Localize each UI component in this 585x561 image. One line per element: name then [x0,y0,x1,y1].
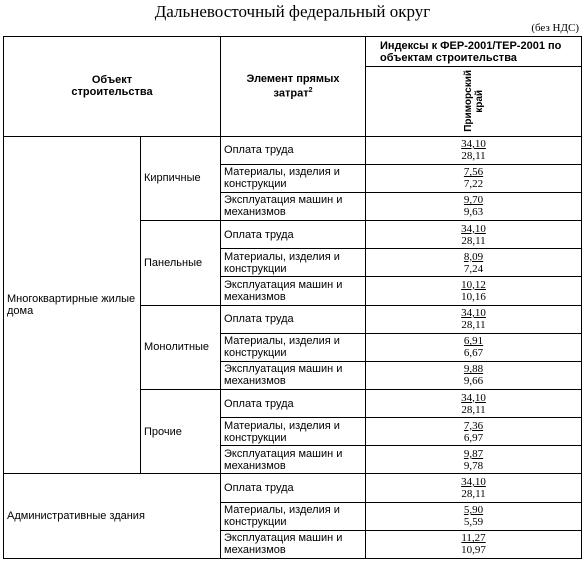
index-value-current: 34,10 [461,391,486,404]
element-cell: Оплата труда [221,474,366,502]
index-value-previous: 9,78 [463,459,484,472]
element-cell: Оплата труда [221,136,366,164]
index-value-cell [366,333,582,361]
element-cell: Оплата труда [221,389,366,417]
table-row [4,474,582,502]
index-value-cell [366,192,582,220]
type-cell: Прочие [141,389,221,473]
header-object-line2: строительства [71,86,153,99]
index-value-cell [366,361,582,389]
page-title: Дальневосточный федеральный округ [154,2,431,21]
index-value-current: 7,56 [463,166,484,179]
index-value-cell [366,277,582,305]
index-value-cell [366,446,582,474]
object-cell: Многоквартирные жилые дома [4,136,141,474]
header-object-line1: Объект [91,74,133,87]
index-value-cell [366,164,582,192]
index-value-previous: 10,97 [461,544,486,557]
header-element [221,37,366,137]
table-row [4,136,582,164]
index-value-previous: 28,11 [461,150,486,163]
element-cell: Материалы, изделия и конструкции [221,418,366,446]
index-value-cell [366,221,582,249]
index-value-previous: 9,66 [463,375,484,388]
index-value-current: 34,10 [461,138,486,151]
index-value-previous: 28,11 [461,319,486,332]
index-value-current: 6,91 [463,335,484,348]
index-value-current: 8,09 [463,250,484,263]
type-cell: Панельные [141,221,221,305]
vat-note: (без НДС) [531,22,579,34]
index-value-previous: 28,11 [461,488,486,501]
header-indices: Индексы к ФЕР-2001/ТЕР-2001 по объектам строительства [366,37,582,67]
header-element-line2: затрат [273,87,309,100]
element-cell: Оплата труда [221,305,366,333]
index-value-current: 9,87 [463,447,484,460]
index-value-current: 34,10 [461,476,486,489]
index-value-current: 10,12 [461,278,486,291]
header-region [366,67,582,136]
type-cell: Кирпичные [141,136,221,220]
element-cell: Эксплуатация машин и механизмов [221,446,366,474]
element-cell: Эксплуатация машин и механизмов [221,277,366,305]
element-cell: Материалы, изделия и конструкции [221,249,366,277]
index-table [3,36,582,559]
element-cell: Материалы, изделия и конструкции [221,502,366,530]
index-value-previous: 10,16 [461,290,486,303]
region-label: Приморский край [462,70,485,133]
index-value-previous: 9,63 [463,206,484,219]
header-object [4,37,221,137]
index-value-cell [366,136,582,164]
index-value-previous: 7,24 [463,262,484,275]
index-value-previous: 28,11 [461,234,486,247]
index-value-current: 7,36 [463,419,484,432]
element-cell: Эксплуатация машин и механизмов [221,530,366,558]
header-element-sup: 2 [308,86,313,94]
index-value-cell [366,530,582,558]
index-value-current: 5,90 [463,504,484,517]
header-element-line1: Элемент прямых [246,72,340,85]
type-cell: Монолитные [141,305,221,389]
element-cell: Материалы, изделия и конструкции [221,333,366,361]
index-value-cell [366,249,582,277]
index-value-previous: 6,97 [463,431,484,444]
index-value-cell [366,389,582,417]
index-value-current: 34,10 [461,222,486,235]
element-cell: Оплата труда [221,221,366,249]
element-cell: Эксплуатация машин и механизмов [221,361,366,389]
object-cell: Административные здания [4,474,221,559]
index-value-cell [366,474,582,502]
element-cell: Материалы, изделия и конструкции [221,164,366,192]
index-value-current: 9,88 [463,363,484,376]
index-value-current: 34,10 [461,307,486,320]
index-value-previous: 5,59 [463,516,484,529]
index-value-cell [366,418,582,446]
index-value-previous: 6,67 [463,347,484,360]
index-value-current: 11,27 [461,532,486,545]
index-value-current: 9,70 [463,194,484,207]
index-value-cell [366,502,582,530]
index-value-cell [366,305,582,333]
index-value-previous: 28,11 [461,403,486,416]
element-cell: Эксплуатация машин и механизмов [221,192,366,220]
index-value-previous: 7,22 [463,178,484,191]
